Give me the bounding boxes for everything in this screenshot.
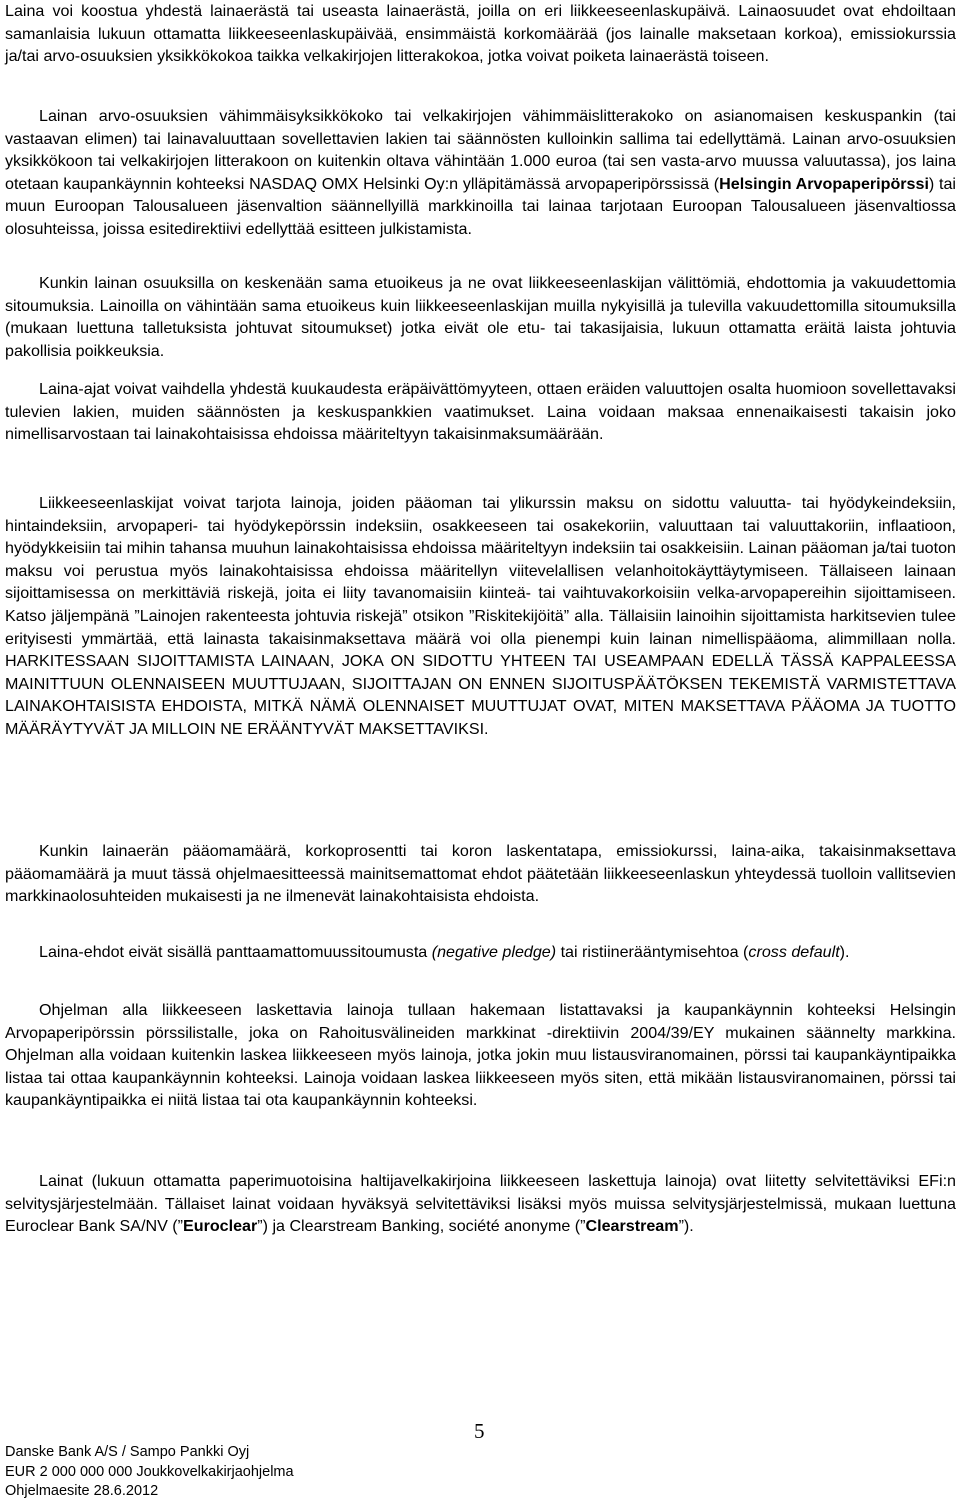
paragraph-text: ). — [839, 943, 850, 961]
paragraph-index-linked: Liikkeeseenlaskijat voivat tarjota lainoja, joiden pääoman tai ylikurssin maksu on sidottu valuutta- tai hyödykeindeksiin, hintaindeksiin, arvopaperi- tai hyödykepörssin indeksiin, osakkeeseen tai osakekoriin, valuuttaan tai valuuttakoriin, inflaatioon, hyödykkeisiin tai mihin tahansa muuhun lainakohtaisissa ehdoissa määriteltyyn indeksiin tai osakkeisiin. Lainan pääoman ja/tai tuoton maksu voi perustua myös lainakohtaisissa ehdoissa määritellyn viitevelallisen velanhoitokäyttäytymiseen. Tällaiseen lainaan sijoittamisessa on merkittäviä riskejä, joita ei liity tavanomaisiin kiinteä- tai vaihtuvakorkoisiin velka-arvopapereihin sijoittamiseen. Katso jäljempänä ”Lainojen rakenteesta johtuvia riskejä” otsikon ”Riskitekijöitä” alla. Tällaisiin lainoihin sijoittamista harkitsevien tulee erityisesti ymmärtää, että lainasta takaisinmaksettava määrä voi olla pienempi kuin lainan nimellispääoma, alimmillaan nolla. HARKITESSAAN SIJOITTAMISTA LAINAAN, JOKA ON SIDOTTU YHTEEN TAI USEAMPAAN EDELLÄ TÄSSÄ KAPPALEESSA MAINITTUUN OLENNAISEEN MUUTTUJAAN, SIJOITTAJAN ON ENNEN SIJOITUSPÄÄTÖKSEN TEKEMISTÄ VARMISTETTAVA LAINAKOHTAISISTA EHDOISTA, MITKÄ NÄMÄ OLENNAISET MUUTTUJAT OVAT, MITEN MAKSETTAVA PÄÄOMA JA TUOTTO MÄÄRÄYTYVÄT JA MILLOIN NE ERÄÄNTYVÄT MAKSETTAVIKSI. — [5, 494, 956, 738]
page-number: 5 — [474, 1419, 485, 1443]
paragraph-negative-pledge — [5, 941, 850, 964]
paragraph-text: Laina-ehdot eivät sisällä panttaamattomuussitoumusta — [39, 943, 432, 961]
italic-term: cross default — [748, 943, 840, 961]
footer-programme: EUR 2 000 000 000 Joukkovelkakirjaohjelma — [5, 1463, 294, 1480]
paragraph-tranche-terms: Kunkin lainaerän pääomamäärä, korkoprosentti tai koron laskentatapa, emissiokurssi, laina-aika, takaisinmaksettava pääomamäärä ja muut tässä ohjelmaesitteessä mainitsemattomat ehdot päätetään liikkeeseenlaskun yhteydessä tuolloin vallitsevien markkinaolosuhteiden mukaisesti ja ne ilmenevät lainakohtaisista ehdoista. — [5, 842, 956, 906]
paragraph-maturities: Laina-ajat voivat vaihdella yhdestä kuukaudesta eräpäivättömyyteen, ottaen eräiden valuuttojen osalta huomioon sovellettavaksi tulevien lakien, muiden säännösten ja keskuspankkien vaatimukset. Laina voidaan maksaa ennenaikaisesti takaisin joko nimellisarvostaan tai lainakohtaisissa ehdoissa määriteltyyn takaisinmaksumäärään. — [5, 380, 956, 444]
paragraph-listing: Ohjelman alla liikkeeseen laskettavia lainoja tullaan hakemaan listattavaksi ja kaupankäynnin kohteeksi Helsingin Arvopaperipörssin pörssilistalle, joka on Rahoitusvälineiden markkinat -direktiivin 2004/39/EY mukainen säännelty markkina. Ohjelman alla voidaan kuitenkin laskea liikkeeseen myös lainoja, jotka jokin muu listausviranomainen, pörssi tai kaupankäyntipaikka listaa tai ottaa kaupankäynnin kohteeksi. Lainoja voidaan laskea liikkeeseen myös siten, että mikään listausviranomainen, pörssi tai kaupankäyntipaikka ei niitä listaa tai ota kaupankäynnin kohteeksi. — [5, 1001, 956, 1110]
paragraph-text: Lainat (lukuun ottamatta paperimuotoisina haltijavelkakirjoina liikkeeseen laskettuja lainoja) ovat liitetty selvitettäviksi EFi:n selvitysjärjestelmään. Tällaiset lainat voidaan hyväksyä selvitettäviksi lisäksi myös muissa selvitysjärjestelmissä, mukaan luettuna Euroclear Bank SA/NV (” — [5, 1172, 956, 1236]
paragraph-text: ”). — [678, 1217, 694, 1236]
italic-term: (negative pledge) — [431, 943, 557, 961]
defined-term: Helsingin Arvopaperipörssi — [719, 174, 929, 193]
paragraph-text: ”) ja Clearstream Banking, société anonyme (” — [257, 1217, 586, 1236]
paragraph-text: ) tai muun Euroopan Talousalueen jäsenvaltion säännellyillä markkinoilla tai lainaa tarjotaan Euroopan Talousalueen jäsenvaltiossa olosuhteissa, joissa esitedirektiivi edellyttää esitteen julkistamista. — [5, 174, 956, 238]
footer-issuer: Danske Bank A/S / Sampo Pankki Oyj — [5, 1444, 250, 1460]
paragraph-loan-tranches: Laina voi koostua yhdestä lainaerästä tai useasta lainaerästä, joilla on eri liikkeeseenlaskupäivä. Lainaosuudet ovat ehdoiltaan samanlaisia lukuun ottamatta liikkeeseenlaskupäivää, ensimmäistä korkomäärää (jos lainalle maksetaan korkoa), emissiokurssia ja/tai arvo-osuuksien yksikkökokoa taikka velkakirjojen litterakokoa, jotka voivat poiketa lainaerästä toiseen. — [5, 2, 956, 66]
page-footer — [5, 1443, 294, 1502]
paragraph-clearing — [5, 1170, 956, 1238]
defined-term: Euroclear — [183, 1217, 258, 1236]
paragraph-text: Lainan arvo-osuuksien vähimmäisyksikkökoko tai velkakirjojen vähimmäislitterakoko on asianomaisen keskuspankin (tai vastaavan elimen) tai lainavaluuttaan sovellettavien lakien tai säännösten kulloinkin sallima tai edellyttämä. Lainan arvo-osuuksien yksikkökoon tai velkakirjojen litterakoon on kuitenkin oltava vähintään 1.000 euroa (tai sen vasta-arvo muussa valuutassa), jos laina otetaan kaupankäynnin kohteeksi NASDAQ OMX Helsinki Oy:n ylläpitämässä arvopaperipörssissä ( — [5, 107, 956, 193]
footer-date: Ohjelmaesite 28.6.2012 — [5, 1483, 159, 1499]
paragraph-denomination — [5, 105, 956, 241]
paragraph-text: tai ristiinerääntymisehtoa ( — [556, 943, 749, 961]
defined-term: Clearstream — [585, 1217, 679, 1236]
paragraph-ranking: Kunkin lainan osuuksilla on keskenään sama etuoikeus ja ne ovat liikkeeseenlaskijan välittömiä, ehdottomia ja vakuudettomia sitoumuksia. Lainoilla on vähintään sama etuoikeus kuin liikkeeseenlaskijan muilla nykyisillä ja tulevilla vakuudettomilla sitoumuksilla (mukaan luettuna talletuksista johtuvat sitoumukset) jotka eivät ole etu- tai takasijaisia, lukuun ottamatta eräitä laista johtuvia pakollisia poikkeuksia. — [5, 274, 956, 360]
